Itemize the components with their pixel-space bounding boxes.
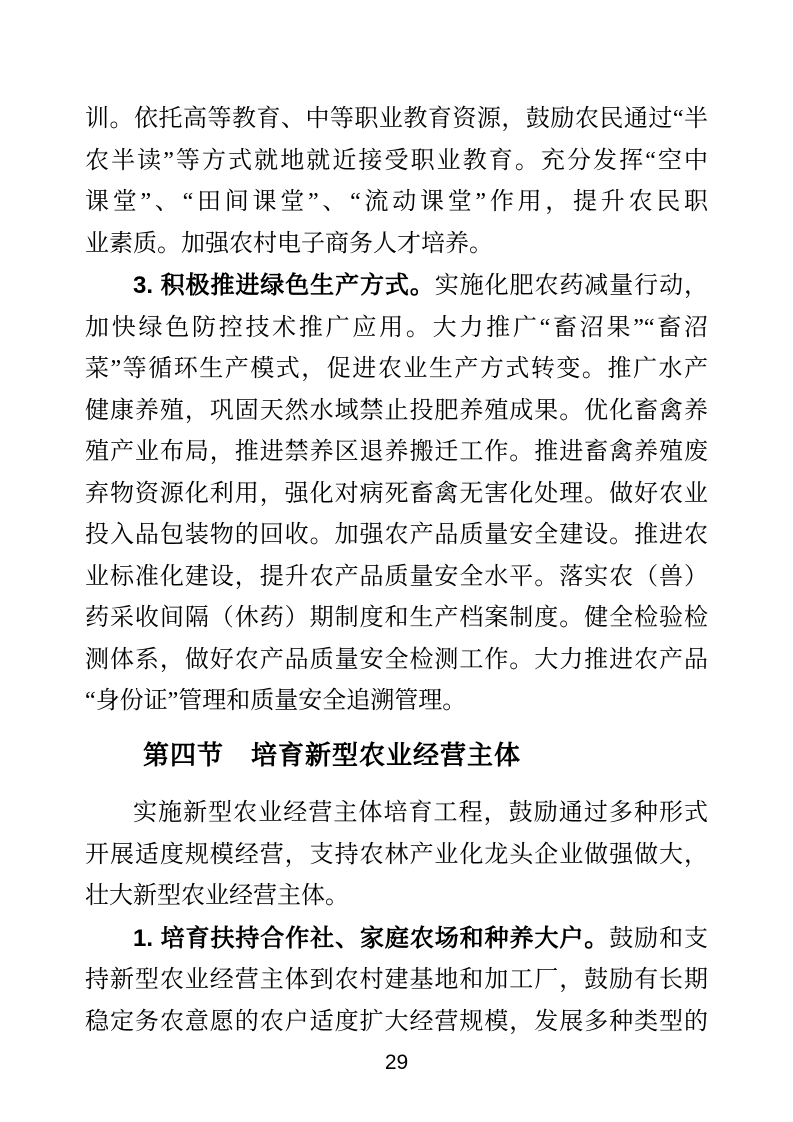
text-line: [85, 598, 708, 640]
body-text: [85, 99, 708, 1043]
line-text: 药采收间隔（休药）期制度和生产档案制度。健全检验检: [85, 605, 708, 631]
line-text: 课堂”、“田间课堂”、“流动课堂”作用，提升农民职: [85, 189, 708, 215]
text-line: [85, 182, 708, 224]
line-text: 实施化肥农药减量行动，: [434, 273, 708, 299]
text-line: [85, 835, 708, 877]
text-line: [85, 141, 708, 183]
text-line: [85, 876, 708, 918]
text-line: [85, 349, 708, 391]
line-text: 稳定务农意愿的农户适度扩大经营规模，发展多种类型的: [85, 1008, 708, 1035]
line-text: 实施新型农业经营主体培育工程，鼓励通过多种形式: [133, 800, 708, 826]
line-text: 业素质。加强农村电子商务人才培养。: [85, 230, 493, 257]
section-heading: 第四节 培育新型农业经营主体: [143, 739, 522, 770]
line-text: 弃物资源化利用，强化对病死畜禽无害化处理。做好农业: [85, 480, 708, 507]
line-text: 农半读”等方式就地就近接受职业教育。充分发挥“空中: [85, 147, 708, 174]
text-line: [85, 960, 708, 1002]
text-line: [85, 793, 708, 835]
text-line: [85, 918, 708, 961]
line-text: 测体系，做好农产品质量安全检测工作。大力推进农产品: [85, 646, 708, 673]
line-text: 健康养殖，巩固天然水域禁止投肥养殖成果。优化畜禽养: [85, 397, 708, 424]
line-text: 殖产业布局，推进禁养区退养搬迁工作。推进畜禽养殖废: [85, 439, 708, 465]
page-number: 29: [384, 1051, 409, 1074]
text-line: [85, 681, 708, 723]
text-line: [85, 308, 708, 350]
text-line: [85, 557, 708, 599]
line-text: 鼓励和支: [609, 925, 709, 952]
line-text: 菜”等循环生产模式，促进农业生产方式转变。推广水产: [85, 356, 708, 382]
line-text: 业标准化建设，提升农产品质量安全水平。落实农（兽）: [85, 563, 708, 590]
text-line: [85, 515, 708, 557]
line-text: 开展适度规模经营，支持农林产业化龙头企业做强做大，: [85, 841, 708, 868]
text-line: [85, 474, 708, 516]
text-line: [85, 432, 708, 474]
text-line: [85, 224, 708, 266]
text-line: [85, 391, 708, 433]
bold-lead-text: 1. 培育扶持合作社、家庭农场和种养大户。: [133, 924, 610, 952]
bold-lead-text: 3. 积极推进绿色生产方式。: [133, 272, 435, 299]
text-line: [85, 1002, 708, 1044]
text-line: [85, 99, 708, 141]
text-line: [85, 265, 708, 308]
line-text: 壮大新型农业经营主体。: [85, 883, 349, 909]
line-text: “身份证”管理和质量安全追溯管理。: [85, 688, 467, 714]
line-text: 持新型农业经营主体到农村建基地和加工厂，鼓励有长期: [85, 967, 708, 993]
line-text: 投入品包装物的回收。加强农产品质量安全建设。推进农: [85, 522, 708, 548]
line-text: 加快绿色防控技术推广应用。大力推广“畜沼果”“畜沼: [85, 314, 708, 341]
text-line: [85, 640, 708, 682]
line-text: 训。依托高等教育、中等职业教育资源，鼓励农民通过“半: [85, 106, 708, 132]
